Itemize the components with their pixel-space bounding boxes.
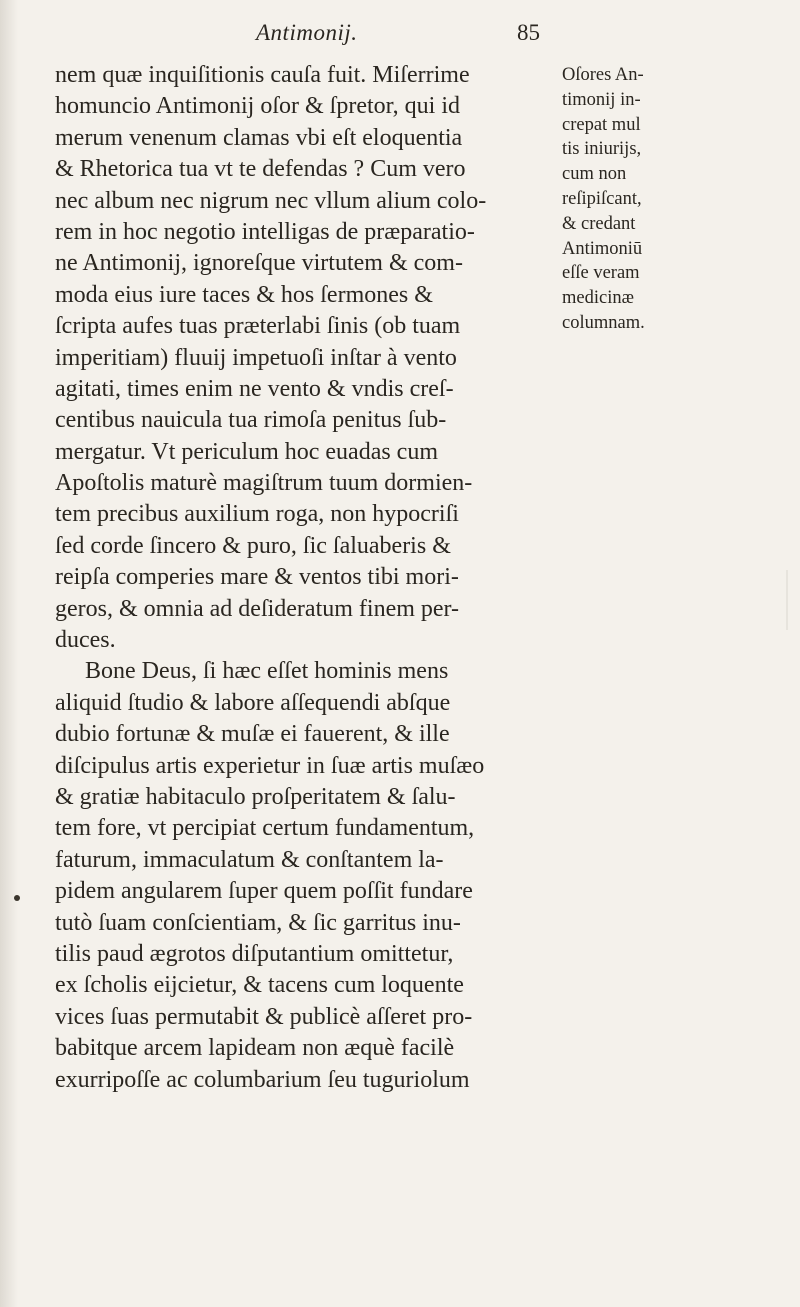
page-number: 85 — [517, 20, 540, 45]
text-line: imperitiam) fluuij impetuoſi inſtar à vento — [55, 344, 457, 371]
margin-note-line: tis iniurijs, — [562, 139, 642, 160]
margin-note-line: crepat mul — [562, 114, 641, 135]
text-line: ſed corde ſincero & puro, ſic ſaluaberis & — [55, 532, 451, 559]
paper-stain — [786, 570, 788, 630]
text-line: tem precibus auxilium roga, non hypocriſi — [55, 501, 459, 528]
text-line: ne Antimonij, ignoreſque virtutem & com- — [55, 250, 463, 277]
margin-note-line: reſipiſcant, — [562, 188, 642, 209]
margin-note-line: cum non — [562, 164, 627, 185]
text-line: vices ſuas permutabit & publicè aſſeret pro- — [55, 1003, 473, 1030]
margin-note-line: eſſe veram — [562, 263, 640, 284]
text-line: reipſa comperies mare & ventos tibi mori- — [55, 564, 459, 591]
text-line: tilis paud ægrotos diſputantium omittetur, — [55, 940, 454, 967]
text-line: exurripoſſe ac columbarium ſeu tuguriolum — [55, 1066, 470, 1093]
text-line: tutò ſuam conſcientiam, & ſic garritus inu- — [55, 909, 461, 936]
margin-note-line: medicinæ — [562, 288, 634, 309]
margin-note-line: timonij in- — [562, 89, 641, 110]
text-line: ſcripta aufes tuas præterlabi ſinis (ob tuam — [55, 313, 461, 340]
margin-note — [562, 63, 794, 336]
text-line: pidem angularem ſuper quem poſſit fundare — [55, 878, 473, 905]
text-line: centibus nauicula tua rimoſa penitus ſub- — [55, 407, 447, 434]
page-gutter-shadow — [0, 0, 18, 1307]
text-line: mergatur. Vt periculum hoc euadas cum — [55, 438, 439, 465]
text-line: & Rhetorica tua vt te defendas ? Cum vero — [55, 156, 466, 183]
page-header — [0, 20, 800, 56]
text-line: duces. — [55, 627, 116, 654]
text-line: faturum, immaculatum & conſtantem la- — [55, 846, 444, 873]
text-line: geros, & omnia ad deſideratum finem per- — [55, 595, 460, 622]
text-line: homuncio Antimonij oſor & ſpretor, qui id — [55, 93, 461, 120]
text-line: & gratiæ habitaculo proſperitatem & ſalu- — [55, 783, 456, 810]
text-line: tem fore, vt percipiat certum fundamentum, — [55, 815, 475, 842]
text-line: nec album nec nigrum nec vllum alium colo- — [55, 187, 487, 214]
margin-note-line: columnam. — [562, 312, 645, 333]
main-text-column — [55, 60, 555, 1096]
text-line: nem quæ inquiſitionis cauſa fuit. Miſerrime — [55, 62, 470, 88]
running-title: Antimonij. — [256, 20, 358, 45]
ink-dot — [14, 895, 20, 901]
text-line: moda eius iure taces & hos ſermones & — [55, 281, 433, 308]
paragraph-start-line: Bone Deus, ſi hæc eſſet hominis mens — [85, 658, 449, 685]
margin-note-line: & credant — [562, 213, 636, 234]
text-line: Apoſtolis maturè magiſtrum tuum dormien- — [55, 470, 473, 497]
text-line: dubio fortunæ & muſæ ei fauerent, & ille — [55, 721, 450, 748]
margin-note-line: Oſores An- — [562, 65, 644, 85]
text-line: agitati, times enim ne vento & vndis creſ- — [55, 375, 454, 402]
text-line: ex ſcholis eijcietur, & tacens cum loquente — [55, 972, 464, 999]
text-line: rem in hoc negotio intelligas de præparatio- — [55, 218, 475, 245]
text-line: merum venenum clamas vbi eſt eloquentia — [55, 124, 463, 151]
text-line: aliquid ſtudio & labore aſſequendi abſque — [55, 689, 451, 716]
margin-note-line: Antimoniū — [562, 238, 643, 259]
text-line: diſcipulus artis experietur in ſuæ artis muſæo — [55, 752, 485, 779]
text-line: babitque arcem lapideam non æquè facilè — [55, 1035, 455, 1062]
